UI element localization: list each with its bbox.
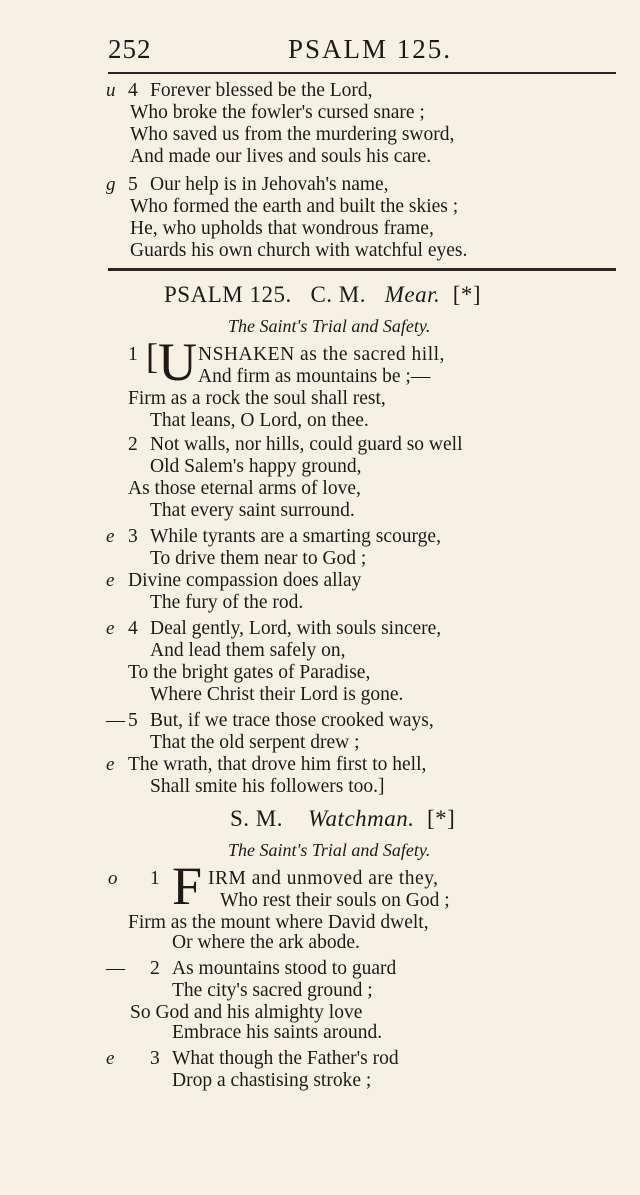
stanza-number: 2 bbox=[128, 434, 138, 455]
verse-line: Forever blessed be the Lord, bbox=[150, 80, 373, 101]
verse-line: Who rest their souls on God ; bbox=[220, 890, 450, 911]
verse-line: Old Salem's happy ground, bbox=[150, 456, 362, 477]
stanza-mark: e bbox=[106, 570, 115, 591]
verse-line: To the bright gates of Paradise, bbox=[128, 662, 371, 683]
verse-line: Where Christ their Lord is gone. bbox=[150, 684, 404, 705]
verse-line: Who broke the fowler's cursed snare ; bbox=[130, 102, 425, 123]
verse-line: Shall smite his followers too.] bbox=[150, 776, 385, 797]
meter-label: S. M. bbox=[230, 806, 283, 831]
psalm-heading bbox=[164, 282, 481, 308]
verse-line: While tyrants are a smarting scourge, bbox=[150, 526, 441, 547]
psalm-mark: [*] bbox=[452, 282, 482, 307]
stanza-mark: u bbox=[106, 80, 116, 101]
stanza-mark: e bbox=[106, 754, 115, 775]
stanza-mark: e bbox=[106, 618, 115, 639]
stanza-mark: e bbox=[106, 1048, 115, 1069]
verse-line: And made our lives and souls his care. bbox=[130, 146, 432, 167]
bracket-open: [ bbox=[146, 336, 158, 376]
psalm-title: PSALM 125. C. M. bbox=[164, 282, 366, 307]
stanza-number: 1 bbox=[150, 868, 160, 889]
verse-line: The city's sacred ground ; bbox=[172, 980, 373, 1001]
stanza-number: 5 bbox=[128, 710, 138, 731]
verse-line: Deal gently, Lord, with souls sincere, bbox=[150, 618, 442, 639]
verse-line: The wrath, that drove him first to hell, bbox=[128, 754, 427, 775]
verse-line: What though the Father's rod bbox=[172, 1048, 399, 1069]
page-number: 252 bbox=[108, 34, 152, 64]
stanza-number: 4 bbox=[128, 80, 138, 101]
verse-line: He, who upholds that wondrous frame, bbox=[130, 218, 434, 239]
tune-name: Watchman. bbox=[308, 806, 415, 831]
verse-line: And lead them safely on, bbox=[150, 640, 346, 661]
stanza-mark: g bbox=[106, 174, 116, 195]
header-rule bbox=[108, 72, 616, 74]
stanza-number: 1 bbox=[128, 344, 138, 365]
verse-line: Firm as the mount where David dwelt, bbox=[128, 912, 429, 933]
sm-heading bbox=[230, 806, 455, 832]
verse-line: Divine compassion does allay bbox=[128, 570, 362, 591]
verse-line: That every saint surround. bbox=[150, 500, 355, 521]
verse-line: That leans, O Lord, on thee. bbox=[150, 410, 369, 431]
stanza-number: 5 bbox=[128, 174, 138, 195]
stanza-mark: — bbox=[106, 958, 125, 979]
verse-line: IRM and unmoved are they, bbox=[208, 868, 439, 889]
psalm-subtitle: The Saint's Trial and Safety. bbox=[228, 316, 431, 336]
stanza-number: 3 bbox=[150, 1048, 160, 1069]
verse-line: And firm as mountains be ;— bbox=[198, 366, 431, 387]
tune-name: Mear. bbox=[384, 282, 441, 307]
stanza-mark: e bbox=[106, 526, 115, 547]
stanza-mark: — bbox=[106, 710, 125, 731]
page-header bbox=[108, 30, 616, 70]
psalm-mark: [*] bbox=[427, 806, 456, 831]
verse-line: Guards his own church with watchful eyes. bbox=[130, 240, 468, 261]
drop-cap: U bbox=[158, 332, 197, 392]
verse-line: Who saved us from the murdering sword, bbox=[130, 124, 455, 145]
verse-line: But, if we trace those crooked ways, bbox=[150, 710, 434, 731]
verse-line: That the old serpent drew ; bbox=[150, 732, 360, 753]
stanza-mark: o bbox=[108, 868, 118, 889]
verse-line: Or where the ark abode. bbox=[172, 932, 360, 953]
verse-line: As those eternal arms of love, bbox=[128, 478, 361, 499]
verse-line: To drive them near to God ; bbox=[150, 548, 367, 569]
drop-cap: F bbox=[172, 856, 203, 916]
verse-line: Drop a chastising stroke ; bbox=[172, 1070, 372, 1091]
verse-line: The fury of the rod. bbox=[150, 592, 304, 613]
stanza-number: 3 bbox=[128, 526, 138, 547]
section-rule bbox=[108, 268, 616, 271]
verse-line: Embrace his saints around. bbox=[172, 1022, 383, 1043]
verse-line: Our help is in Jehovah's name, bbox=[150, 174, 389, 195]
stanza-number: 2 bbox=[150, 958, 160, 979]
verse-line: Who formed the earth and built the skies ; bbox=[130, 196, 459, 217]
verse-line: Firm as a rock the soul shall rest, bbox=[128, 388, 386, 409]
verse-line: As mountains stood to guard bbox=[172, 958, 397, 979]
verse-line: So God and his almighty love bbox=[130, 1002, 363, 1023]
running-title: PSALM 125. bbox=[288, 34, 453, 64]
sm-subtitle: The Saint's Trial and Safety. bbox=[228, 840, 431, 860]
verse-line: NSHAKEN as the sacred hill, bbox=[198, 344, 445, 365]
verse-line: Not walls, nor hills, could guard so well bbox=[150, 434, 463, 455]
stanza-number: 4 bbox=[128, 618, 138, 639]
